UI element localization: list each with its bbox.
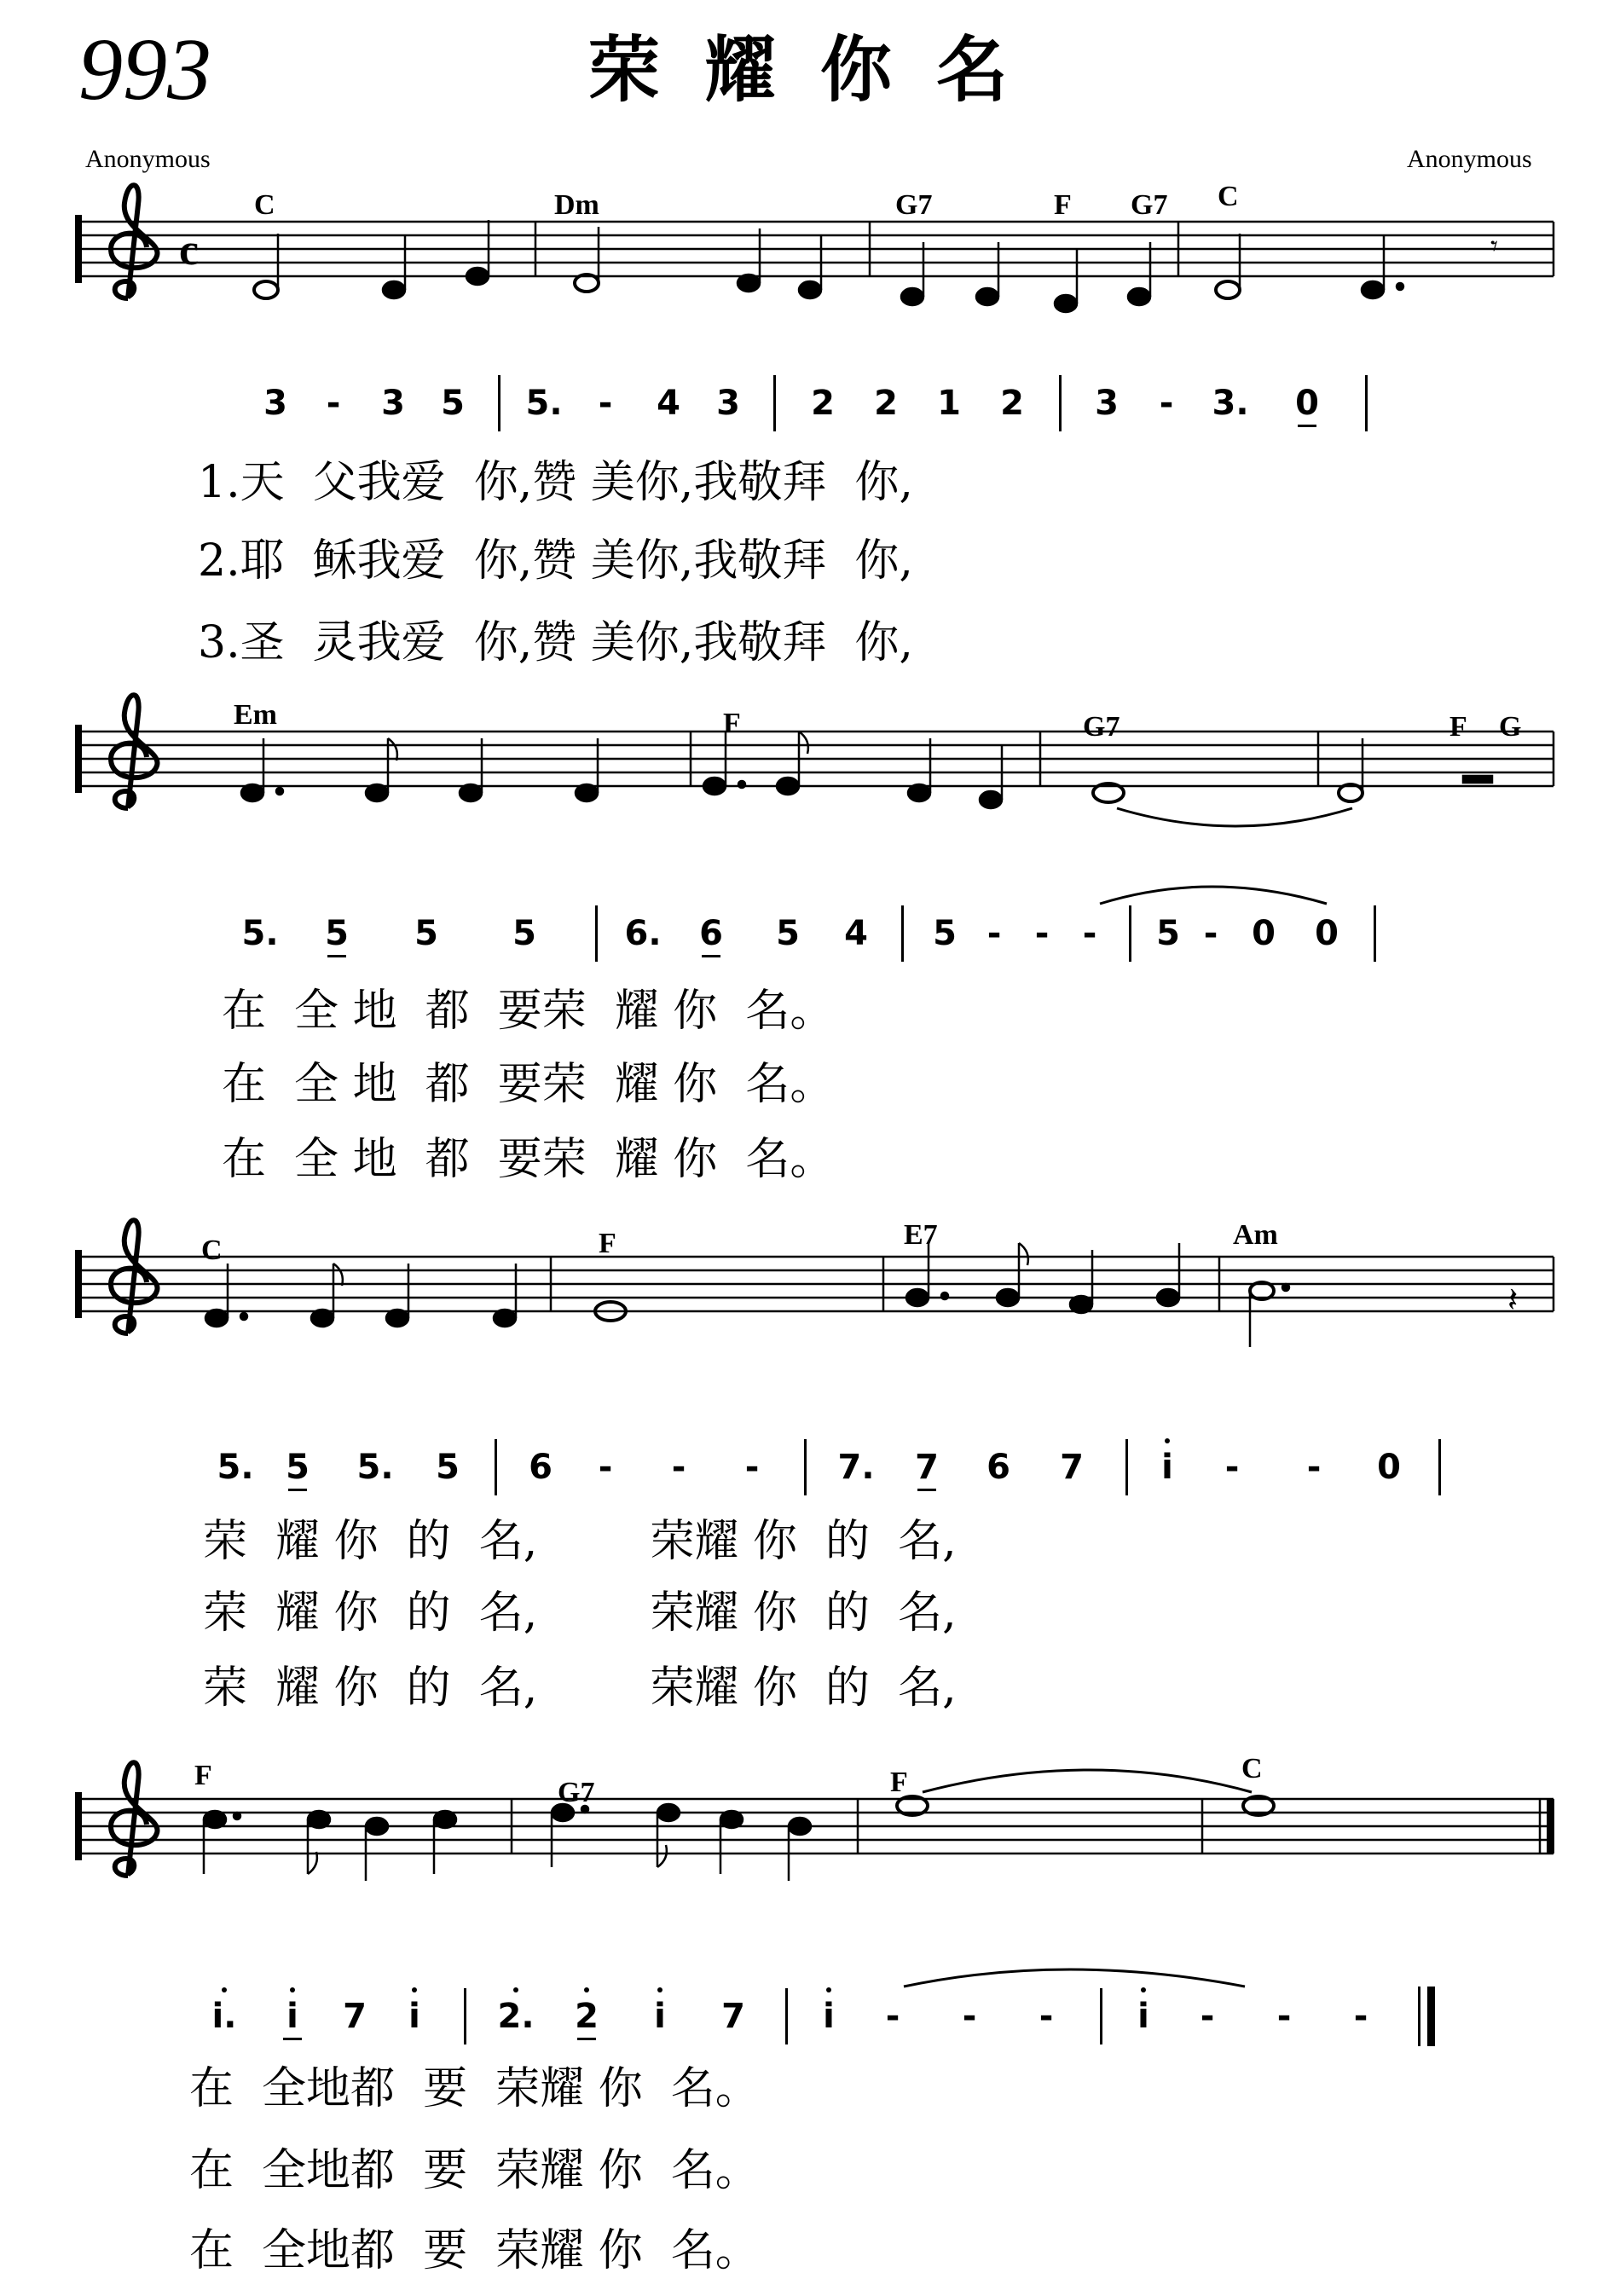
- tie: [1117, 808, 1352, 826]
- jianpu-note: [890, 1448, 963, 1487]
- underline: [283, 2038, 302, 2040]
- jianpu-dash: -: [962, 1997, 977, 2036]
- jianpu-note: 5: [414, 914, 438, 953]
- octave-dot: [1165, 1438, 1170, 1443]
- jianpu-rest: 0: [1252, 914, 1276, 953]
- underline: [577, 2038, 596, 2040]
- jianpu-note: 5: [933, 914, 957, 953]
- jianpu-note: [290, 914, 384, 953]
- jianpu-note: [1118, 1997, 1169, 2036]
- chord: C: [254, 189, 275, 221]
- jianpu-note: [380, 1997, 448, 2036]
- svg-text:𝄾: 𝄾: [1490, 229, 1499, 263]
- jianpu-note: [193, 1997, 256, 2036]
- lyric-line: 在 全 地 都 要荣 耀 你 名。: [222, 1059, 835, 1110]
- jianpu-note-value: 6: [699, 914, 723, 953]
- jianpu-note: 3.: [1212, 384, 1249, 423]
- barline: [785, 1988, 788, 2044]
- jianpu-rest: [1264, 384, 1350, 423]
- jianpu-dash: -: [1039, 1997, 1054, 2036]
- barline: [464, 1988, 466, 2044]
- octave-dot: [584, 1987, 589, 1992]
- underline: [327, 955, 346, 957]
- barline: [498, 375, 500, 431]
- jianpu-note: 1: [937, 384, 961, 423]
- jianpu-note-value: 5: [325, 914, 349, 953]
- jianpu-note: [623, 1997, 697, 2036]
- chord: G7: [1083, 711, 1120, 743]
- jianpu-note: 3: [381, 384, 405, 423]
- barline: [773, 375, 776, 431]
- jianpu-rest: 0: [1315, 914, 1339, 953]
- jianpu-note: 3: [1095, 384, 1119, 423]
- music-credit: Anonymous: [1407, 145, 1532, 173]
- octave-dot: [657, 1987, 662, 1992]
- jianpu-note: 5: [441, 384, 465, 423]
- final-barline-thick: [1427, 1987, 1435, 2046]
- hymn-number: 993: [78, 20, 211, 119]
- jianpu-dash: -: [1082, 914, 1097, 953]
- jianpu-rest-value: 0: [1295, 384, 1319, 423]
- chord: C: [1241, 1753, 1263, 1784]
- barline: [1129, 905, 1131, 962]
- barline: [1100, 1988, 1102, 2044]
- jianpu-note: 5.: [241, 914, 279, 953]
- barline: [1125, 1439, 1128, 1495]
- staff-system-1: [78, 222, 1553, 276]
- jianpu-note: 2: [874, 384, 898, 423]
- chord: F: [723, 708, 741, 739]
- jianpu-note: [673, 914, 749, 953]
- jianpu-dash: -: [744, 1448, 760, 1487]
- jianpu-note: [803, 1997, 854, 2036]
- jianpu-note-value: 5: [286, 1448, 310, 1487]
- jianpu-note: 6.: [624, 914, 662, 953]
- jianpu-dash: -: [1034, 914, 1050, 953]
- chord: F: [599, 1228, 616, 1259]
- barline: [901, 905, 904, 962]
- tie: [923, 1770, 1252, 1792]
- chord: F: [194, 1760, 212, 1791]
- jianpu-note: 7: [1060, 1448, 1084, 1487]
- jianpu-note: 7: [721, 1997, 745, 2036]
- jianpu-row-4: [193, 1987, 1435, 2046]
- jianpu-note: 6: [986, 1448, 1010, 1487]
- lyric-line: 在 全地都 要 荣耀 你 名。: [189, 2063, 760, 2114]
- chord: Am: [1233, 1219, 1278, 1251]
- jianpu-note: 5.: [356, 1448, 394, 1487]
- jianpu-note: 5: [1156, 914, 1180, 953]
- jianpu-dash: -: [598, 1448, 613, 1487]
- jianpu-dash: -: [1306, 1448, 1322, 1487]
- jianpu-note-value: i.: [211, 1997, 237, 2036]
- jianpu-note-value: 2.: [497, 1997, 535, 2036]
- jianpu-note: [1143, 1448, 1191, 1487]
- lyric-line: 在 全 地 都 要荣 耀 你 名。: [222, 986, 835, 1037]
- chord: C: [1218, 181, 1239, 212]
- jianpu-dash: -: [1203, 914, 1218, 953]
- lyric-line: 荣 耀 你 的 名, 荣耀 你 的 名,: [203, 1588, 957, 1639]
- jianpu-dash: -: [1353, 1997, 1368, 2036]
- barline: [1059, 375, 1062, 431]
- lyric-line: 荣 耀 你 的 名, 荣耀 你 的 名,: [203, 1516, 957, 1567]
- lyric-line: 2.耶 稣我爱 你,赞 美你,我敬拜 你,: [198, 535, 913, 587]
- jianpu-note-value: 2: [575, 1997, 599, 2036]
- barline: [595, 905, 598, 962]
- jianpu-note: [256, 1997, 329, 2036]
- octave-dot: [1141, 1987, 1146, 1992]
- jianpu-note-value: i: [823, 1997, 835, 2036]
- jianpu-note: 3: [263, 384, 287, 423]
- words-credit: Anonymous: [85, 145, 211, 173]
- svg-text:c: c: [179, 226, 200, 275]
- jianpu-note: 4: [657, 384, 680, 423]
- underline: [702, 955, 720, 957]
- jianpu-dash: -: [1159, 384, 1174, 423]
- jianpu-row-2: [230, 905, 1391, 962]
- jianpu-note: 4: [844, 914, 868, 953]
- chord: Dm: [554, 189, 599, 221]
- jianpu-note: 5.: [217, 1448, 254, 1487]
- jianpu-note: 3: [716, 384, 740, 423]
- chord: E7: [904, 1219, 938, 1251]
- octave-dot: [222, 1987, 227, 1992]
- octave-dot: [826, 1987, 831, 1992]
- jianpu-dash: -: [986, 914, 1002, 953]
- jianpu-note: 2: [1000, 384, 1024, 423]
- jianpu-row-1: [247, 375, 1383, 431]
- jianpu-note-value: i: [286, 1997, 298, 2036]
- jianpu-note-value: i: [408, 1997, 420, 2036]
- chord: G7: [558, 1777, 595, 1808]
- staff-system-2: [78, 732, 1553, 786]
- chord: C: [201, 1235, 223, 1266]
- chord: G7: [1131, 189, 1168, 221]
- chord: G7: [895, 189, 933, 221]
- underline: [1298, 425, 1316, 427]
- barline: [1365, 375, 1368, 431]
- lyric-line: 荣 耀 你 的 名, 荣耀 你 的 名,: [203, 1663, 957, 1714]
- jianpu-note: 5: [776, 914, 800, 953]
- jianpu-dash: -: [326, 384, 341, 423]
- staff-system-4: [78, 1799, 1553, 1854]
- jianpu-rest: 0: [1377, 1448, 1401, 1487]
- final-barline-thin: [1418, 1987, 1420, 2046]
- jianpu-dash: -: [1276, 1997, 1292, 2036]
- barline: [1374, 905, 1376, 962]
- jianpu-note-value: 7: [915, 1448, 939, 1487]
- chord: Em: [234, 699, 277, 731]
- jianpu-note: [482, 1997, 550, 2036]
- staff-system-3: [78, 1257, 1553, 1311]
- octave-dot: [412, 1987, 417, 1992]
- octave-dot: [513, 1987, 518, 1992]
- chord: F: [890, 1767, 908, 1798]
- jianpu-dash: -: [1224, 1448, 1240, 1487]
- jianpu-note: 5: [436, 1448, 460, 1487]
- lyric-line: 1.天 父我爱 你,赞 美你,我敬拜 你,: [198, 457, 913, 508]
- hymn-title: 荣耀你名: [588, 27, 1053, 112]
- jianpu-dash: -: [598, 384, 613, 423]
- barline: [495, 1439, 497, 1495]
- jianpu-dash: -: [671, 1448, 686, 1487]
- jianpu-dash: -: [885, 1997, 900, 2036]
- jianpu-row-3: [210, 1439, 1456, 1495]
- chord: G: [1499, 711, 1522, 743]
- lyric-line: 在 全地都 要 荣耀 你 名。: [189, 2225, 760, 2276]
- jianpu-note: [550, 1997, 623, 2036]
- lyric-line: 3.圣 灵我爱 你,赞 美你,我敬拜 你,: [198, 617, 913, 668]
- jianpu-note: 2: [811, 384, 835, 423]
- jianpu-note: 7.: [837, 1448, 875, 1487]
- jianpu-dash: -: [1200, 1997, 1215, 2036]
- barline: [1438, 1439, 1441, 1495]
- jianpu-note: 7: [343, 1997, 367, 2036]
- jianpu-note: 5.: [525, 384, 563, 423]
- underline: [288, 1489, 307, 1491]
- lyric-line: 在 全地都 要 荣耀 你 名。: [189, 2145, 760, 2196]
- octave-dot: [290, 1987, 295, 1992]
- jianpu-note: 6: [529, 1448, 553, 1487]
- barline: [804, 1439, 807, 1495]
- jianpu-note-value: i: [1137, 1997, 1149, 2036]
- svg-text:𝄽: 𝄽: [1507, 1281, 1519, 1320]
- lyric-line: 在 全 地 都 要荣 耀 你 名。: [222, 1134, 835, 1185]
- jianpu-note-value: i: [654, 1997, 666, 2036]
- chord: F: [1449, 711, 1467, 743]
- jianpu-note: 5: [512, 914, 536, 953]
- jianpu-note-value: i: [1161, 1448, 1173, 1487]
- chord: F: [1054, 189, 1072, 221]
- underline: [917, 1489, 936, 1491]
- jianpu-note: [261, 1448, 334, 1487]
